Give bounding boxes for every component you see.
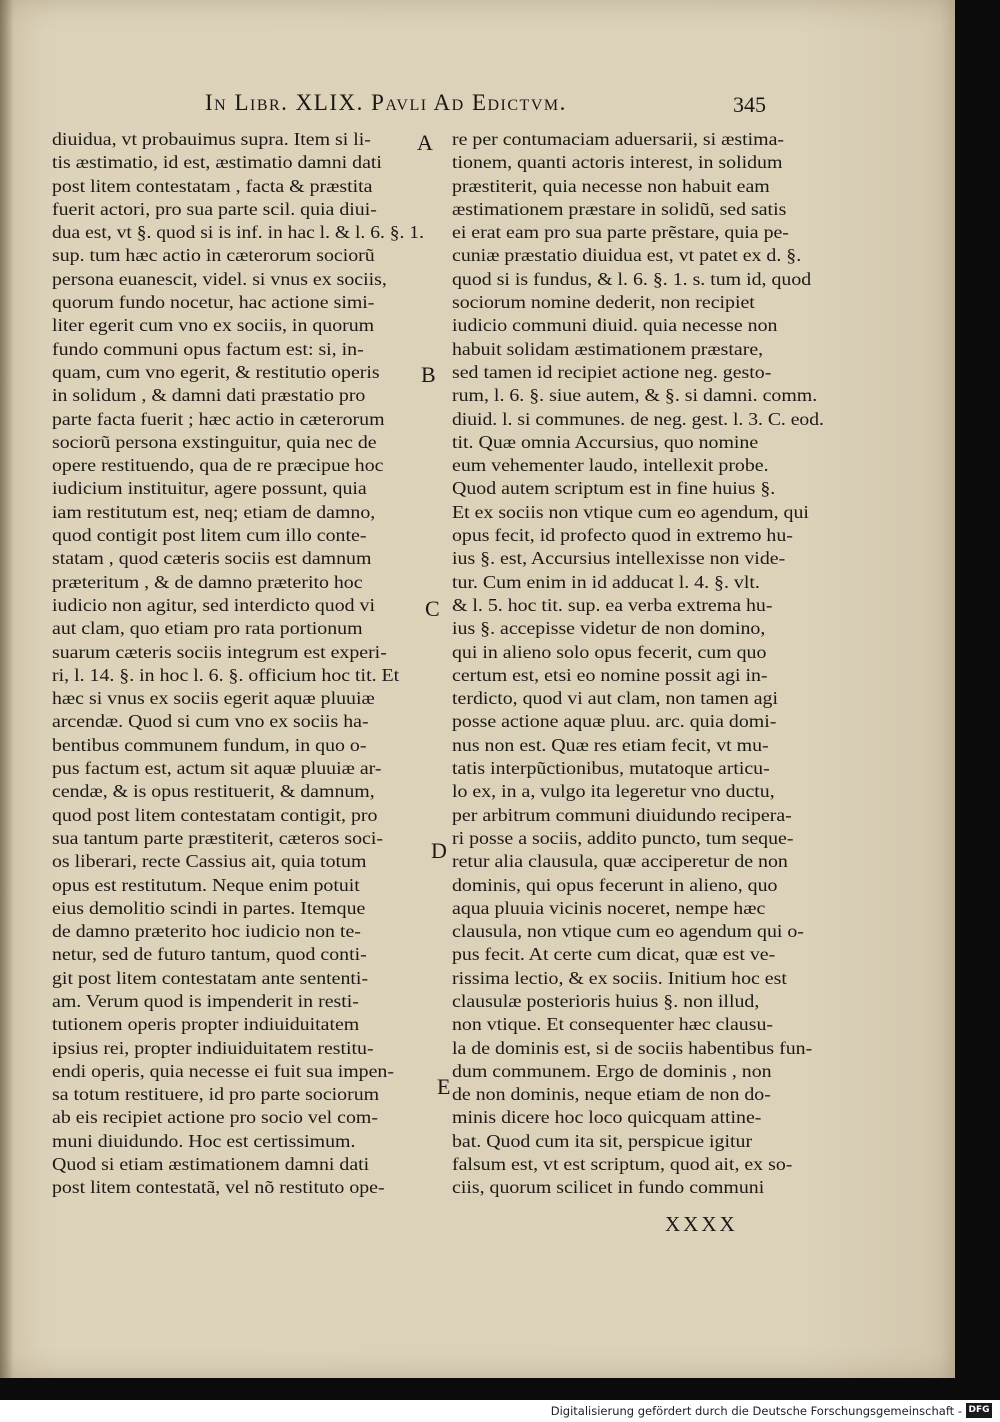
left-column-line: cendæ, & is opus restituerit, & damnum, (52, 781, 375, 802)
right-column-line: aqua pluuia vicinis noceret, nempe hæc (452, 897, 766, 918)
left-column-line: muni diuidundo. Hoc est certissimum. (52, 1130, 356, 1151)
margin-marker-c: C (425, 596, 440, 621)
right-column-line: æstimationem præstare in solidũ, sed satis (452, 198, 787, 219)
running-title: In Libr. XLIX. Pavli Ad Edictvm. (205, 90, 567, 115)
right-column-line: bat. Quod cum ita sit, perspicue igitur (452, 1130, 753, 1151)
left-column-line: tutionem operis propter indiuiduitatem (52, 1014, 360, 1035)
right-column-line: dominis, qui opus fecerunt in alieno, quo (452, 874, 778, 895)
left-column-line: iam restitutum est, neq; etiam de damno, (52, 501, 376, 522)
left-column-line: persona euanescit, videl. si vnus ex sociis, (52, 268, 387, 289)
left-column-line: sup. tum hæc actio in cæterorum sociorũ (52, 245, 375, 266)
left-column-line: ri, l. 14. §. in hoc l. 6. §. officium hoc tit. Et (52, 664, 400, 685)
right-column-line: terdicto, quod vi aut clam, non tamen agi (452, 688, 778, 709)
right-text-column (452, 128, 824, 1200)
right-column-line: eum vehementer laudo, intellexit probe. (452, 455, 769, 476)
right-column-line: qui in alieno solo opus fecerit, cum quo (452, 641, 767, 662)
right-column-line: dum communem. Ergo de dominis , non (452, 1060, 772, 1081)
left-column-line: præteritum , & de damno præterito hoc (52, 571, 363, 592)
right-column-line: clausulæ posterioris huius §. non illud, (452, 990, 760, 1011)
left-column-line: quod contigit post litem cum illo conte- (52, 525, 367, 546)
left-column-line: in solidum , & damni dati præstatio pro (52, 385, 366, 406)
footer-credit: Digitalisierung gefördert durch die Deutsche Forschungsgemeinschaft - (550, 1404, 962, 1418)
right-column-line: per arbitrum communi diuidundo recipera- (452, 804, 792, 825)
left-column-line: liter egerit cum vno ex sociis, in quorum (52, 315, 375, 336)
catchword: XXXX (665, 1212, 738, 1236)
left-column-line: suarum cæteris sociis integrum est experi- (52, 641, 387, 662)
left-column-line: statam , quod cæteris sociis est damnum (52, 548, 372, 569)
page-number: 345 (733, 92, 766, 117)
right-column-line: nus non est. Quæ res etiam fecit, vt mu- (452, 734, 769, 755)
left-column-line: am. Verum quod is impenderit in resti- (52, 990, 359, 1011)
right-column-line: la de dominis est, si de sociis habentibus fun- (452, 1037, 813, 1058)
left-column-line: os liberari, recte Cassius ait, quia totum (52, 851, 367, 872)
right-column-line: ius §. accepisse videtur de non domino, (452, 618, 766, 639)
right-column-line: & l. 5. hoc tit. sup. ea verba extrema hu- (452, 594, 773, 615)
right-column-line: præstiterit, quia necesse non habuit eam (452, 175, 770, 196)
left-column-line: quod post litem contestatam contigit, pro (52, 804, 378, 825)
left-column-line: opus est restitutum. Neque enim potuit (52, 874, 360, 895)
left-column-line: aut clam, quo etiam pro rata portionum (52, 618, 363, 639)
right-column-line: ciis, quorum scilicet in fundo communi (452, 1177, 765, 1198)
left-column-line: ipsius rei, propter indiuiduitatem restitu- (52, 1037, 374, 1058)
dfg-logo-icon: DFG (966, 1403, 992, 1418)
right-column-line: diuid. l. si communes. de neg. gest. l. 3. C. eod. (452, 408, 824, 429)
left-column-line: dua est, vt §. quod si is inf. in hac l. & l. 6. §. 1. (52, 222, 424, 243)
right-column-line: habuit solidam æstimationem præstare, (452, 338, 764, 359)
right-column-line: certum est, etsi eo nomine possit agi in- (452, 664, 768, 685)
right-column-line: tionem, quanti actoris interest, in solidum (452, 152, 783, 173)
right-column-line: Quod autem scriptum est in fine huius §. (452, 478, 776, 499)
left-column-line: endi operis, quia necesse ei fuit sua impen- (52, 1060, 394, 1081)
right-column-line: quod si is fundus, & l. 6. §. 1. s. tum id, quod (452, 268, 812, 289)
left-column-line: iudicium instituitur, agere possunt, quia (52, 478, 367, 499)
right-column-line: tatis interpũctionibus, mutatoque articu- (452, 758, 770, 779)
right-column-line: non vtique. Et consequenter hæc clausu- (452, 1014, 774, 1035)
left-column-line: fuerit actori, pro sua parte scil. quia diui- (52, 198, 377, 219)
left-column-line: arcendæ. Quod si cum vno ex sociis ha- (52, 711, 369, 732)
right-column-line: minis dicere hoc loco quicquam attine- (452, 1107, 762, 1128)
left-column-line: netur, sed de futuro tantum, quod conti- (52, 944, 367, 965)
left-column-line: quorum fundo nocetur, hac actione simi- (52, 292, 375, 313)
left-column-line: Quod si etiam æstimationem damni dati (52, 1154, 370, 1175)
right-column-line: iudicio communi diuid. quia necesse non (452, 315, 778, 336)
left-column-line: sa totum restituere, id pro parte sociorum (52, 1084, 380, 1105)
left-column-line: pus factum est, actum sit aquæ pluuiæ ar- (52, 758, 382, 779)
left-column-line: quam, cum vno egerit, & restitutio operis (52, 361, 380, 382)
left-column-line: diuidua, vt probauimus supra. Item si li- (52, 129, 371, 149)
left-text-column (52, 128, 424, 1200)
right-column-line: sed tamen id recipiet actione neg. gesto- (452, 361, 772, 382)
left-column-line: hæc si vnus ex sociis egerit aquæ pluuiæ (52, 688, 375, 709)
left-column-line: parte facta fuerit ; hæc actio in cæterorum (52, 408, 385, 429)
left-column-line: ab eis recipiet actione pro socio vel com- (52, 1107, 378, 1128)
right-column-line: re per contumaciam aduersarii, si æstima- (452, 129, 785, 149)
right-column-line: ei erat eam pro sua parte prẽstare, quia pe- (452, 222, 789, 243)
right-column-line: cuniæ præstatio diuidua est, vt patet ex d. §. (452, 245, 802, 266)
right-column-line: pus fecit. At certe cum dicat, quæ est ve- (452, 944, 776, 965)
right-column-line: tit. Quæ omnia Accursius, quo nomine (452, 431, 759, 452)
margin-marker-d: D (431, 838, 447, 863)
right-column-line: clausula, non vtique cum eo agendum qui o- (452, 921, 804, 942)
right-column-line: tur. Cum enim in id adducat l. 4. §. vlt. (452, 571, 760, 592)
gutter-shadow (0, 0, 14, 1378)
left-column-line: iudicio non agitur, sed interdicto quod vi (52, 594, 376, 615)
left-column-line: post litem contestatam , facta & præstita (52, 175, 373, 196)
left-column-line: fundo communi opus factum est: si, in- (52, 338, 364, 359)
right-column-line: falsum est, vt est scriptum, quod ait, ex so- (452, 1154, 793, 1175)
left-column-line: de damno præterito hoc iudicio non te- (52, 921, 361, 942)
left-column-line: eius demolitio scindi in partes. Itemque (52, 897, 366, 918)
right-column-line: rissima lectio, & ex sociis. Initium hoc est (452, 967, 787, 988)
right-column-line: retur alia clausula, quæ acciperetur de non (452, 851, 788, 872)
margin-marker-e: E (437, 1074, 451, 1099)
right-column-line: lo ex, in a, vulgo ita legeretur vno ductu, (452, 781, 775, 802)
left-column-line: opere restituendo, qua de re præcipue hoc (52, 455, 384, 476)
left-column-line: git post litem contestatam ante sententi- (52, 967, 369, 988)
left-column-line: sociorũ persona exstinguitur, quia nec de (52, 431, 377, 452)
margin-marker-a: A (417, 130, 433, 155)
left-column-line: post litem contestatã, vel nõ restituto ope- (52, 1177, 385, 1198)
right-column-line: rum, l. 6. §. siue autem, & §. si damni. comm. (452, 385, 818, 406)
left-column-line: sua tantum parte præstiterit, cæteros soci- (52, 827, 383, 848)
margin-marker-b: B (421, 362, 436, 387)
left-column-line: tis æstimatio, id est, æstimatio damni dati (52, 152, 382, 173)
left-column-line: bentibus communem fundum, in quo o- (52, 734, 367, 755)
right-column-line: ri posse a sociis, addito puncto, tum seque- (452, 827, 794, 848)
right-column-line: ius §. est, Accursius intellexisse non vide- (452, 548, 786, 569)
right-column-line: Et ex sociis non vtique cum eo agendum, qui (452, 501, 809, 522)
right-column-line: sociorum nomine dederit, non recipiet (452, 292, 755, 313)
right-column-line: posse actione aquæ pluu. arc. quia domi- (452, 711, 777, 732)
right-column-line: de non dominis, neque etiam de non do- (452, 1084, 771, 1105)
right-column-line: opus fecit, id profecto quod in extremo hu- (452, 525, 793, 546)
